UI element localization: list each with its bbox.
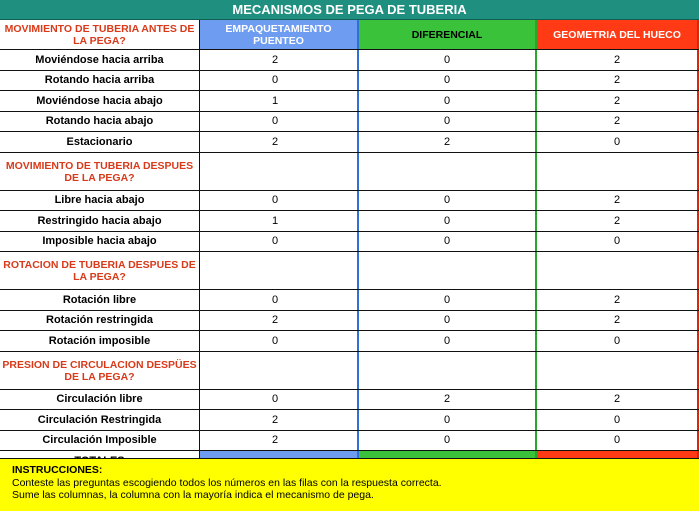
- table-row: [0, 50, 699, 71]
- cell-geometria[interactable]: 2: [537, 50, 699, 70]
- cell-empaquetamiento[interactable]: 0: [200, 232, 359, 252]
- row-label[interactable]: Libre hacia abajo: [0, 191, 200, 211]
- table-row: [0, 71, 699, 92]
- mechanism-table: [0, 20, 699, 471]
- row-label[interactable]: Rotación libre: [0, 290, 200, 310]
- header-empaquetamiento[interactable]: EMPAQUETAMIENTO PUENTEO: [200, 20, 359, 49]
- row-label[interactable]: Rotando hacia arriba: [0, 71, 200, 91]
- instructions-box[interactable]: [0, 458, 699, 511]
- row-label[interactable]: Rotación restringida: [0, 311, 200, 331]
- cell-geometria[interactable]: 0: [537, 232, 699, 252]
- cell-diferencial[interactable]: 0: [359, 50, 537, 70]
- section-question[interactable]: MOVIMIENTO DE TUBERIA DESPUES DE LA PEGA?: [0, 153, 200, 190]
- table-row: [0, 290, 699, 311]
- cell-diferencial[interactable]: 0: [359, 112, 537, 132]
- row-label[interactable]: Circulación Imposible: [0, 431, 200, 451]
- cell-geometria[interactable]: 0: [537, 431, 699, 451]
- table-row: [0, 331, 699, 352]
- cell-empaquetamiento[interactable]: 2: [200, 50, 359, 70]
- cell-empaquetamiento[interactable]: 2: [200, 311, 359, 331]
- cell-diferencial[interactable]: [359, 153, 537, 190]
- section-question[interactable]: PRESION DE CIRCULACION DESPÜES DE LA PEGA?: [0, 352, 200, 389]
- cell-empaquetamiento[interactable]: 2: [200, 132, 359, 152]
- row-label[interactable]: Rotación imposible: [0, 331, 200, 351]
- row-label[interactable]: Moviéndose hacia abajo: [0, 91, 200, 111]
- cell-geometria[interactable]: 2: [537, 311, 699, 331]
- cell-geometria[interactable]: 2: [537, 211, 699, 231]
- cell-diferencial[interactable]: 0: [359, 331, 537, 351]
- row-label[interactable]: Restringido hacia abajo: [0, 211, 200, 231]
- row-label[interactable]: Circulación Restringida: [0, 410, 200, 430]
- table-row: [0, 232, 699, 253]
- section-row: [0, 352, 699, 390]
- cell-empaquetamiento[interactable]: 0: [200, 112, 359, 132]
- row-label[interactable]: Rotando hacia abajo: [0, 112, 200, 132]
- cell-diferencial[interactable]: 0: [359, 71, 537, 91]
- header-row: [0, 20, 699, 50]
- header-question[interactable]: MOVIMIENTO DE TUBERIA ANTES DE LA PEGA?: [0, 20, 200, 49]
- section-question[interactable]: ROTACION DE TUBERIA DESPUES DE LA PEGA?: [0, 252, 200, 289]
- section-row: [0, 153, 699, 191]
- row-label[interactable]: Circulación libre: [0, 390, 200, 410]
- cell-empaquetamiento[interactable]: 0: [200, 191, 359, 211]
- cell-diferencial[interactable]: [359, 352, 537, 389]
- row-label[interactable]: Moviéndose hacia arriba: [0, 50, 200, 70]
- row-label[interactable]: Estacionario: [0, 132, 200, 152]
- table-row: [0, 311, 699, 332]
- header-diferencial[interactable]: DIFERENCIAL: [359, 20, 537, 49]
- cell-empaquetamiento[interactable]: 2: [200, 431, 359, 451]
- cell-geometria[interactable]: [537, 352, 699, 389]
- cell-diferencial[interactable]: 0: [359, 191, 537, 211]
- cell-geometria[interactable]: 2: [537, 290, 699, 310]
- cell-empaquetamiento[interactable]: 0: [200, 71, 359, 91]
- table-row: [0, 431, 699, 452]
- sheet-title: MECANISMOS DE PEGA DE TUBERIA: [0, 0, 699, 20]
- header-geometria[interactable]: GEOMETRIA DEL HUECO: [537, 20, 699, 49]
- cell-diferencial[interactable]: 0: [359, 91, 537, 111]
- cell-diferencial[interactable]: 0: [359, 290, 537, 310]
- cell-diferencial[interactable]: 0: [359, 431, 537, 451]
- section-row: [0, 252, 699, 290]
- cell-empaquetamiento[interactable]: 0: [200, 290, 359, 310]
- row-label[interactable]: Imposible hacia abajo: [0, 232, 200, 252]
- cell-diferencial[interactable]: 0: [359, 410, 537, 430]
- instructions-heading: INSTRUCCIONES:: [12, 464, 103, 476]
- cell-diferencial[interactable]: 2: [359, 132, 537, 152]
- table-body: [0, 50, 699, 451]
- cell-empaquetamiento[interactable]: 0: [200, 390, 359, 410]
- cell-geometria[interactable]: 0: [537, 410, 699, 430]
- cell-diferencial[interactable]: [359, 252, 537, 289]
- table-row: [0, 132, 699, 153]
- cell-empaquetamiento[interactable]: [200, 352, 359, 389]
- table-row: [0, 211, 699, 232]
- cell-diferencial[interactable]: 2: [359, 390, 537, 410]
- cell-diferencial[interactable]: 0: [359, 232, 537, 252]
- table-row: [0, 390, 699, 411]
- cell-geometria[interactable]: 2: [537, 71, 699, 91]
- cell-geometria[interactable]: 0: [537, 132, 699, 152]
- cell-diferencial[interactable]: 0: [359, 311, 537, 331]
- cell-empaquetamiento[interactable]: [200, 252, 359, 289]
- cell-empaquetamiento[interactable]: 2: [200, 410, 359, 430]
- cell-diferencial[interactable]: 0: [359, 211, 537, 231]
- table-row: [0, 191, 699, 212]
- cell-geometria[interactable]: 0: [537, 331, 699, 351]
- table-row: [0, 91, 699, 112]
- cell-empaquetamiento[interactable]: 1: [200, 211, 359, 231]
- cell-geometria[interactable]: [537, 252, 699, 289]
- cell-geometria[interactable]: 2: [537, 91, 699, 111]
- table-row: [0, 112, 699, 133]
- table-row: [0, 410, 699, 431]
- cell-empaquetamiento[interactable]: 0: [200, 331, 359, 351]
- instructions-line-1: Conteste las preguntas escogiendo todos los números en las filas con la respuesta correcta.: [12, 476, 442, 489]
- cell-geometria[interactable]: 2: [537, 191, 699, 211]
- cell-geometria[interactable]: 2: [537, 112, 699, 132]
- cell-geometria[interactable]: 2: [537, 390, 699, 410]
- cell-empaquetamiento[interactable]: [200, 153, 359, 190]
- cell-empaquetamiento[interactable]: 1: [200, 91, 359, 111]
- cell-geometria[interactable]: [537, 153, 699, 190]
- instructions-line-2: Sume las columnas, la columna con la mayoría indica el mecanismo de pega.: [12, 489, 374, 501]
